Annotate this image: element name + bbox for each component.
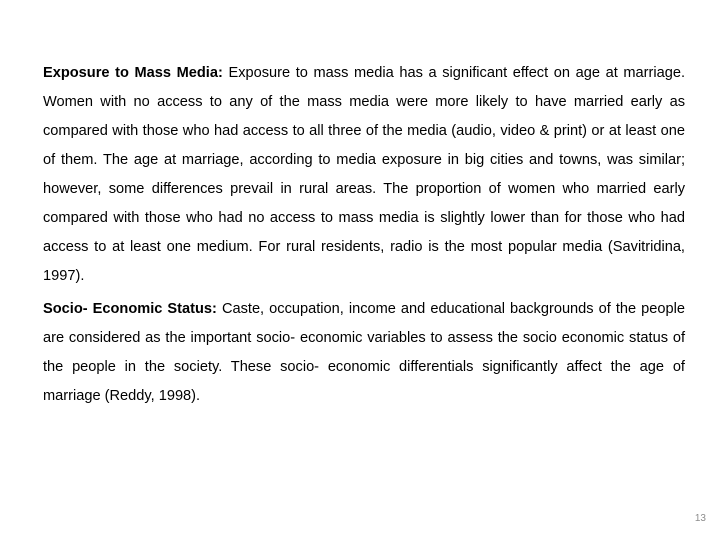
paragraph-socio-economic [43,295,685,411]
page-number: 13 [694,513,706,524]
paragraph-text: Exposure to mass media has a significant effect on age at marriage. Women with no access to any of the mass media were more likely to have married early as compared with those who had access to all three of the media (audio, video & print) or at least one of them. The age at marriage, according to media exposure in big cities and towns, was similar; however, some differences prevail in rural areas. The proportion of women who married early compared with those who had no access to mass media is slightly lower than for those who had access to at least one medium. For rural residents, radio is the most popular media (Savitridina, 1997). [43,65,686,284]
paragraph-mass-media [43,59,685,291]
paragraph-text: Caste, occupation, income and educational backgrounds of the people are considered as the important socio- economic variables to assess the socio economic status of the people in the society. These socio- economic differentials significantly affect the age of marriage (Reddy, 1998). [43,301,685,404]
slide-body [43,59,685,411]
paragraph-heading: Exposure to Mass Media: [43,65,223,81]
paragraph-heading: Socio- Economic Status: [43,301,217,317]
